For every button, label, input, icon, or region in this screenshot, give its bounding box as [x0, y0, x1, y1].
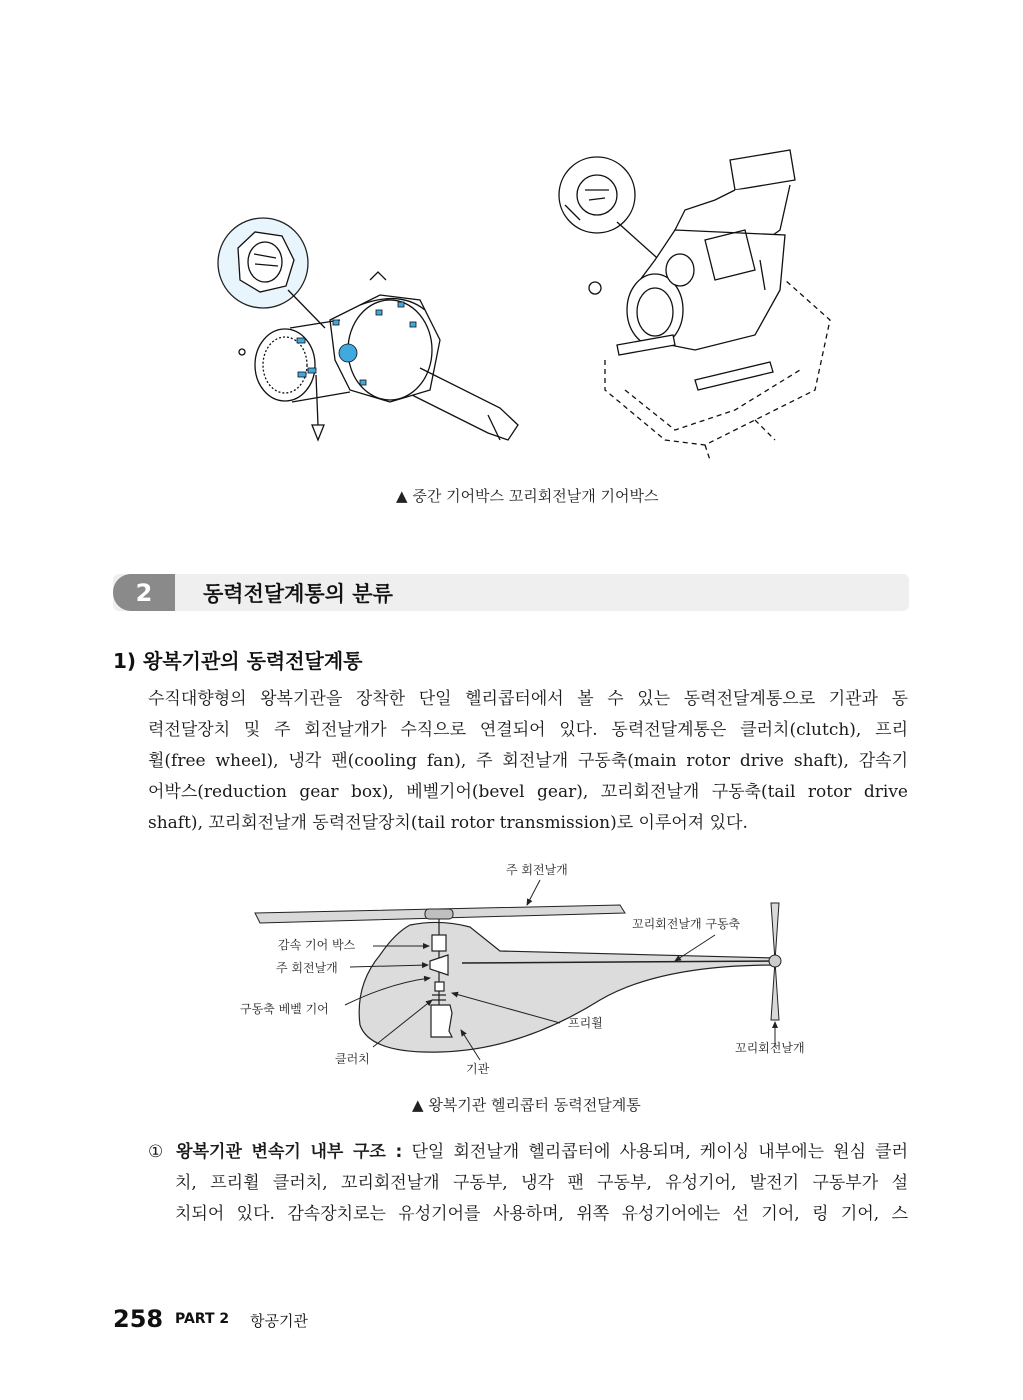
circled-number-one: ① — [148, 1142, 167, 1162]
list-item-text: 단일 회전날개 헬리콥터에 사용되며, 케이싱 내부에는 원심 클러 — [411, 1142, 909, 1162]
intermediate-gearbox-drawing — [218, 218, 518, 440]
reduction-gearbox-block — [432, 935, 446, 951]
label-main-rotor-shaft: 주 회전날개 — [276, 961, 338, 975]
gearbox-illustrations — [200, 140, 840, 470]
helicopter-fuselage — [359, 922, 775, 1052]
figure1-caption — [396, 485, 658, 506]
subsection-title: 1) 왕복기관의 동력전달계통 — [113, 649, 363, 673]
paragraph-line: shaft), 꼬리회전날개 동력전달장치(tail rotor transmission)로 이루어져 있다. — [148, 813, 748, 833]
caption-triangle-icon: ▲ — [396, 487, 408, 505]
helicopter-power-train-diagram — [230, 855, 830, 1085]
label-tail-rotor-drive-shaft: 꼬리회전날개 구동축 — [632, 917, 741, 931]
list-item-transmission-structure — [148, 1137, 908, 1230]
tail-rotor-gearbox-drawing — [559, 150, 830, 460]
label-tail-rotor: 꼬리회전날개 — [735, 1041, 805, 1055]
paragraph-line: 어박스(reduction gear box), 베벨기어(bevel gear), 꼬리회전날개 구동축(tail rotor drive — [148, 782, 908, 802]
paragraph-line: 수직대향형의 왕복기관을 장착한 단일 헬리콥터에서 볼 수 있는 동력전달계통으로 기관과 동 — [148, 689, 908, 709]
footer-chapter-title: 항공기관 — [250, 1312, 308, 1330]
list-item-line: 치되어 있다. 감속장치로는 유성기어를 사용하며, 위쪽 유성기어에는 선 기어, 링 기어, 스 — [175, 1204, 908, 1224]
list-item-first-line — [148, 1137, 908, 1168]
page-number: 258 — [113, 1305, 164, 1333]
paragraph-power-transmission — [148, 684, 908, 839]
figure2-caption-text: 왕복기관 헬리콥터 동력전달계통 — [428, 1096, 641, 1114]
section-title: 동력전달계통의 분류 — [203, 582, 393, 606]
label-clutch: 클러치 — [335, 1052, 370, 1066]
label-engine: 기관 — [466, 1062, 490, 1076]
paragraph-line: 휠(free wheel), 냉각 팬(cooling fan), 주 회전날개 구동축(main rotor drive shaft), 감속기 — [148, 751, 908, 771]
label-main-rotor: 주 회전날개 — [506, 863, 568, 877]
list-item-line: 치, 프리휠 클러치, 꼬리회전날개 구동부, 냉각 팬 구동부, 유성기어, 발전기 구동부가 설 — [175, 1173, 908, 1193]
paragraph-line: 력전달장치 및 주 회전날개가 수직으로 연결되어 있다. 동력전달계통은 클러치(clutch), 프리 — [148, 720, 908, 740]
caption-triangle-icon: ▲ — [412, 1096, 424, 1114]
label-drive-bevel-gear: 구동축 베벨 기어 — [240, 1002, 329, 1016]
label-reduction-gearbox: 감속 기어 박스 — [278, 938, 356, 952]
footer-part-label: PART 2 — [175, 1311, 230, 1327]
list-item-term: 왕복기관 변속기 내부 구조 : — [176, 1142, 403, 1162]
section-number-badge: 2 — [113, 574, 175, 611]
figure2-caption — [412, 1094, 641, 1115]
label-free-wheel: 프리휠 — [568, 1016, 603, 1030]
figure1-caption-text: 중간 기어박스 꼬리회전날개 기어박스 — [412, 487, 659, 505]
engine-block — [431, 1005, 452, 1037]
